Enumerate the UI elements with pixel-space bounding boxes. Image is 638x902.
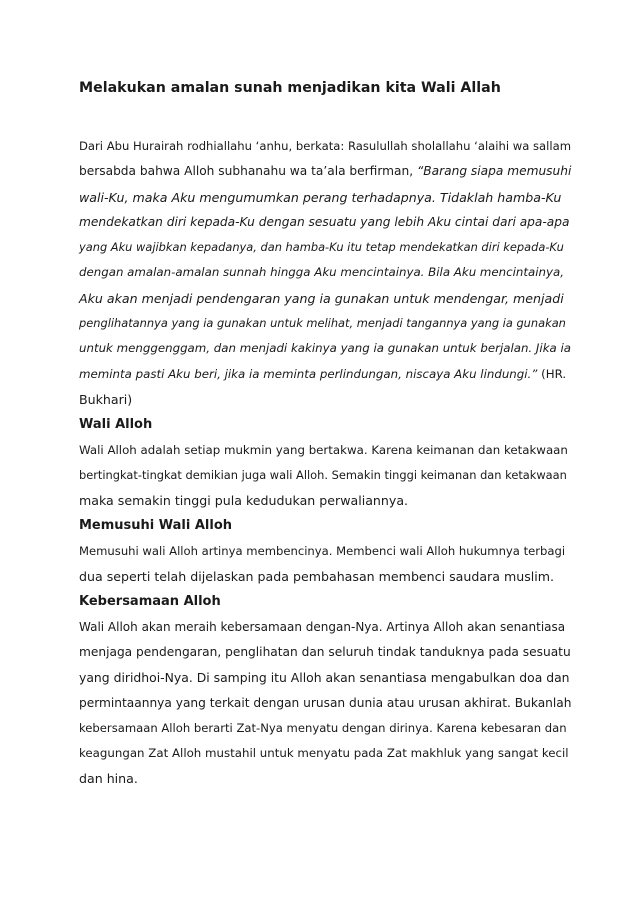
text-line: yang Aku wajibkan kepadanya, dan hamba-Ku itu tetap mendekatkan diri kepada-Ku: [79, 240, 564, 255]
text-line: dengan amalan-amalan sunnah hingga Aku mencintainya. Bila Aku mencintainya,: [79, 265, 564, 280]
section-heading: Wali Alloh: [79, 417, 153, 433]
text-line: yang diridhoi-Nya. Di samping itu Alloh akan senantiasa mengabulkan doa dan: [79, 670, 570, 686]
section-memusuhi-wali-alloh: [79, 513, 571, 589]
section-heading: Memusuhi Wali Alloh: [79, 518, 233, 534]
section-wali-alloh: [79, 412, 571, 513]
section-heading: Kebersamaan Alloh: [79, 594, 221, 610]
text-line: Aku akan menjadi pendengaran yang ia gunakan untuk mendengar, menjadi: [79, 290, 564, 306]
text-line: permintaannya yang terkait dengan urusan dunia atau urusan akhirat. Bukanlah: [79, 695, 572, 710]
text-line: Bukhari): [79, 391, 133, 407]
text-line: menjaga pendengaran, penglihatan dan seluruh tindak tanduknya pada sesuatu: [79, 644, 571, 659]
text-line: mendekatkan diri kepada-Ku dengan sesuatu yang lebih Aku cintai dari apa-apa: [79, 214, 570, 229]
text-line: bertingkat-tingkat demikian juga wali Alloh. Semakin tinggi keimanan dan ketakwaan: [79, 467, 567, 482]
text-line: maka semakin tinggi pula kedudukan perwaliannya.: [79, 493, 409, 509]
text-line: dua seperti telah dijelaskan pada pembahasan membenci saudara muslim.: [79, 569, 555, 585]
document-body: [79, 134, 571, 792]
text-line: untuk menggenggam, dan menjadi kakinya yang ia gunakan untuk berjalan. Jika ia: [79, 341, 572, 356]
text-line: Wali Alloh akan meraih kebersamaan dengan-Nya. Artinya Alloh akan senantiasa: [79, 619, 566, 634]
text-line: kebersamaan Alloh berarti Zat-Nya menyatu dengan dirinya. Karena kebesaran dan: [79, 720, 567, 735]
text-line: Memusuhi wali Alloh artinya membencinya. Membenci wali Alloh hukumnya terbagi: [79, 543, 566, 558]
text-line: penglihatannya yang ia gunakan untuk melihat, menjadi tangannya yang ia gunakan: [79, 316, 566, 331]
text-line: bersabda bahwa Alloh subhanahu wa ta’ala berfirman, “Barang siapa memusuhi: [79, 164, 572, 179]
text-line: meminta pasti Aku beri, jika ia meminta perlindungan, niscaya Aku lindungi.” (HR.: [79, 366, 567, 381]
hadith-paragraph: [79, 134, 571, 412]
text-line: Dari Abu Hurairah rodhiallahu ‘anhu, berkata: Rasulullah sholallahu ‘alaihi wa sallam: [79, 139, 572, 153]
text-line: keagungan Zat Alloh mustahil untuk menyatu pada Zat makhluk yang sangat kecil: [79, 746, 569, 761]
text-line: Wali Alloh adalah setiap mukmin yang bertakwa. Karena keimanan dan ketakwaan: [79, 442, 568, 457]
text-line: dan hina.: [79, 771, 138, 787]
section-kebersamaan-alloh: [79, 589, 571, 791]
text-line: wali-Ku, maka Aku mengumumkan perang terhadapnya. Tidaklah hamba-Ku: [79, 189, 562, 205]
document-title: Melakukan amalan sunah menjadikan kita Wali Allah: [79, 80, 501, 96]
